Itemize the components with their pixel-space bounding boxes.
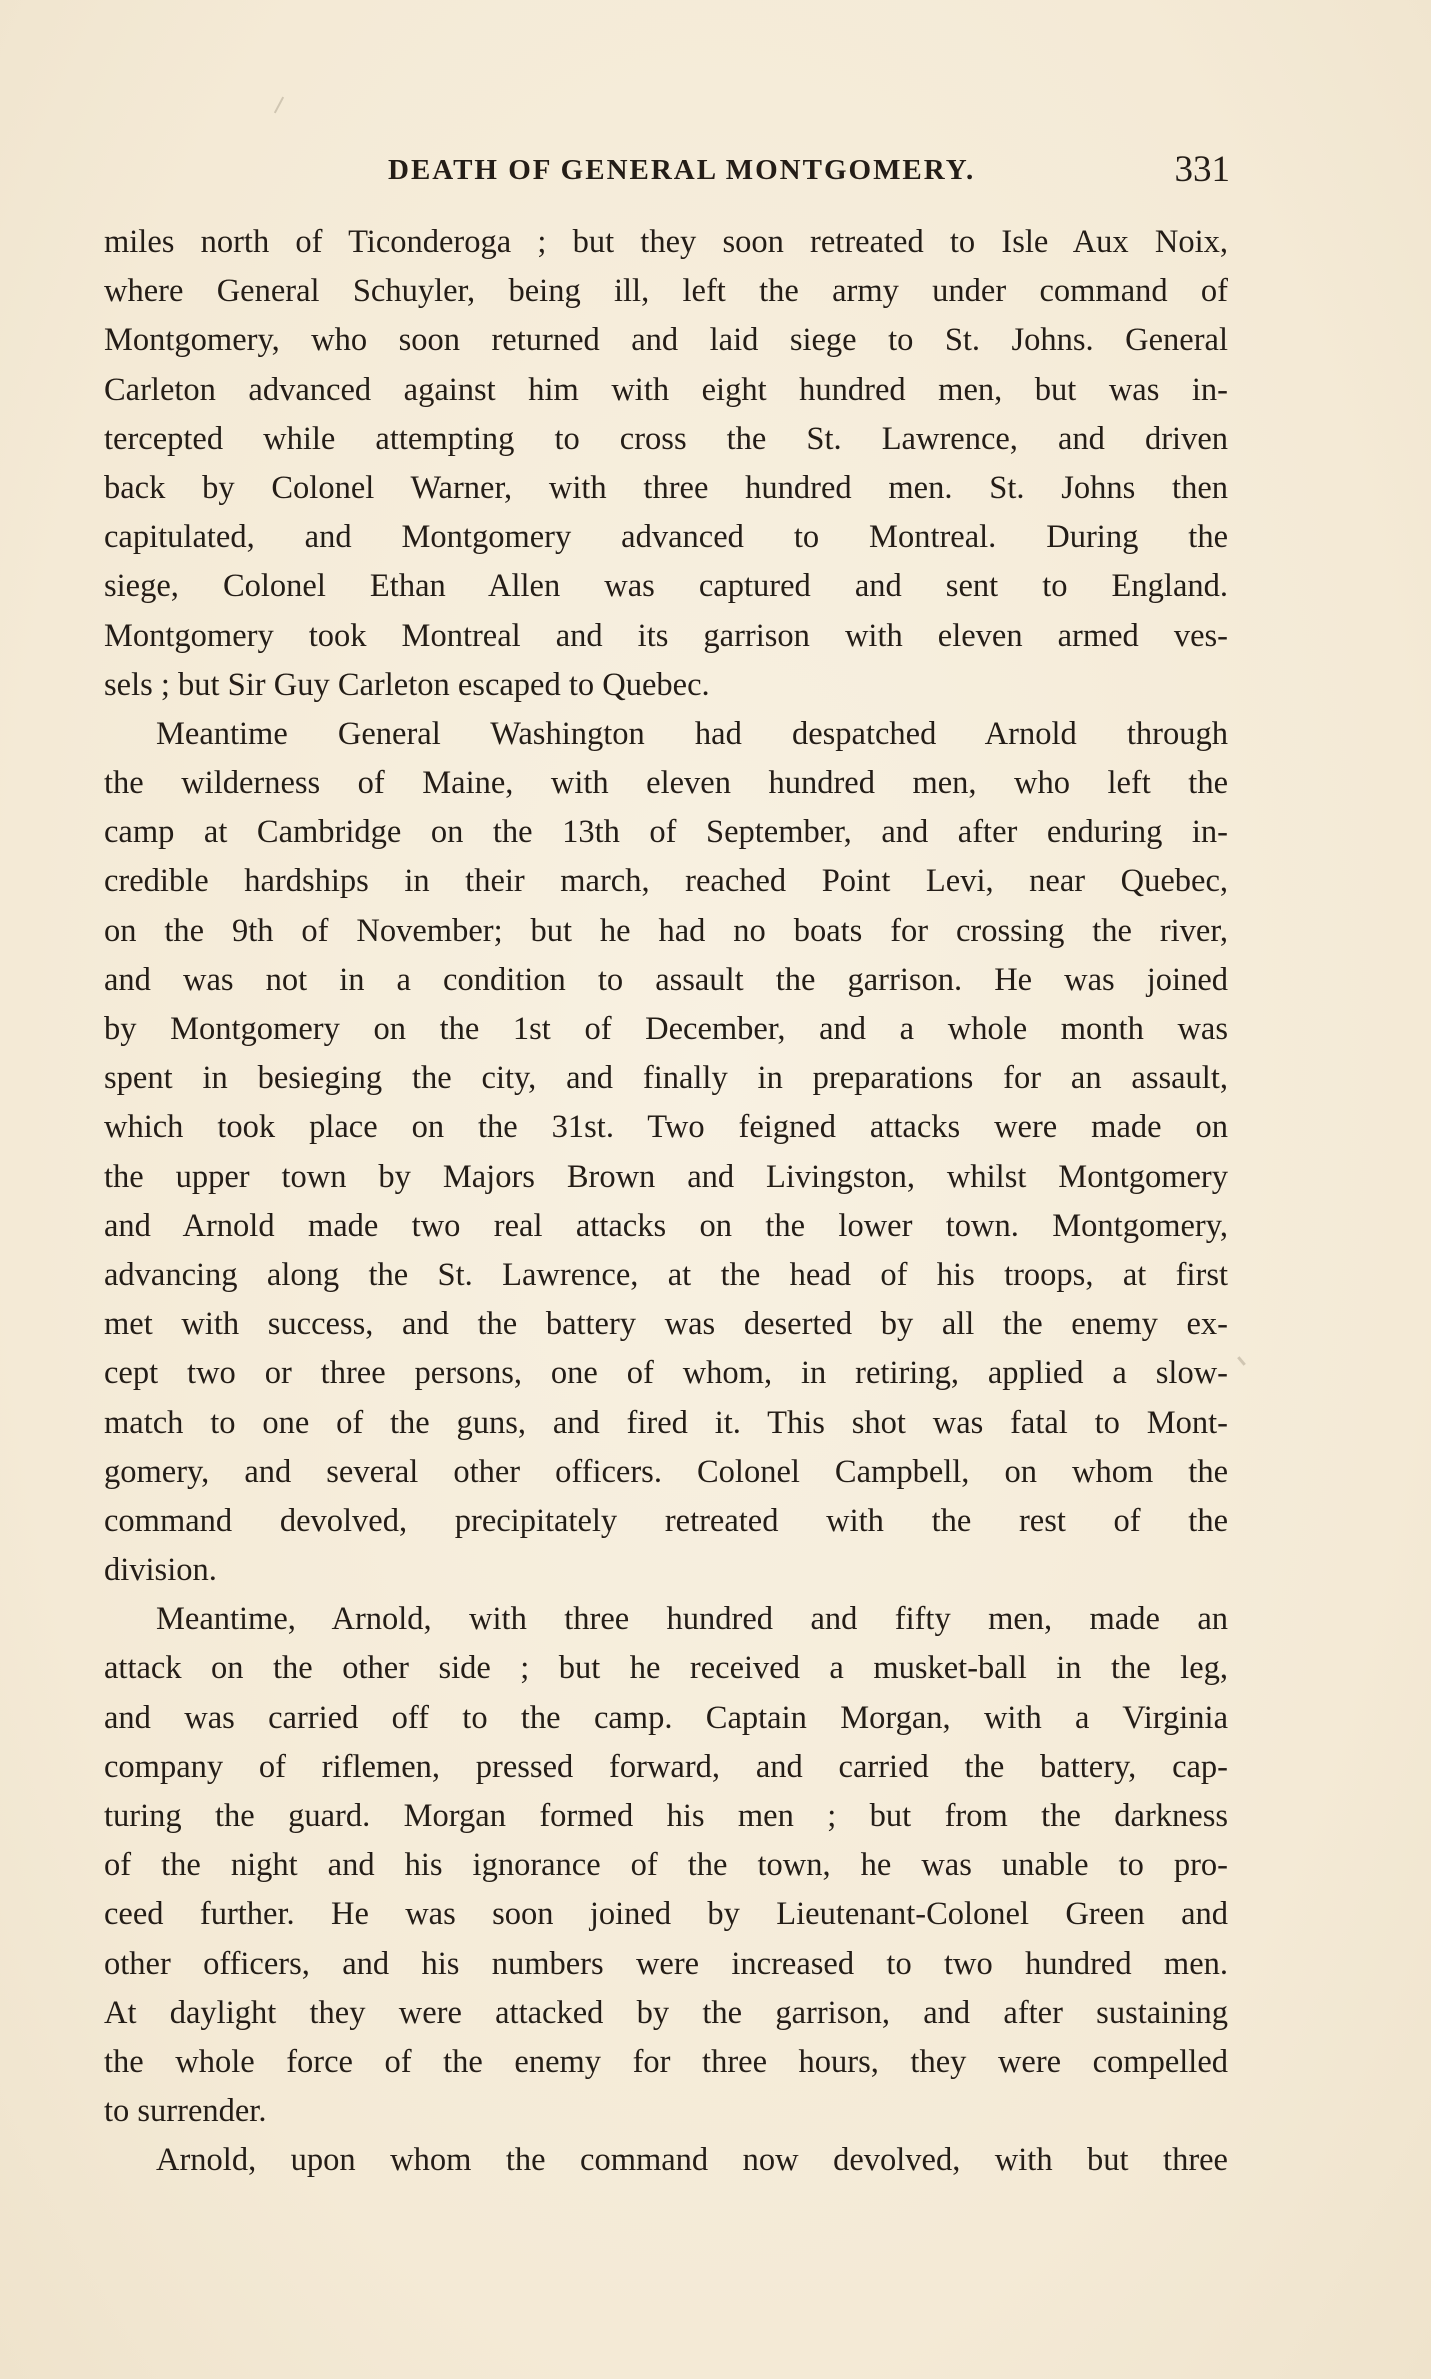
- text-line: met with success, and the battery was deserted by all the enemy ex-: [104, 1306, 1228, 1343]
- text-line: At daylight they were attacked by the garrison, and after sustaining: [104, 1994, 1228, 2031]
- text-line: sels ; but Sir Guy Carleton escaped to Quebec.: [104, 666, 710, 703]
- text-line: division.: [104, 1552, 217, 1589]
- text-line: Carleton advanced against him with eight hundred men, but was in-: [104, 371, 1228, 408]
- text-line: to surrender.: [104, 2093, 267, 2130]
- text-line: cept two or three persons, one of whom, in retiring, applied a slow-: [104, 1355, 1228, 1392]
- text-line: Montgomery took Montreal and its garrison with eleven armed ves-: [104, 617, 1228, 654]
- page-number: 331: [1174, 149, 1230, 190]
- text-line: the whole force of the enemy for three hours, they were compelled: [104, 2043, 1228, 2080]
- text-line: Meantime General Washington had despatched Arnold through: [156, 715, 1228, 752]
- text-line: and Arnold made two real attacks on the lower town. Montgomery,: [104, 1207, 1228, 1244]
- text-line: credible hardships in their march, reached Point Levi, near Quebec,: [104, 863, 1228, 900]
- text-line: capitulated, and Montgomery advanced to Montreal. During the: [104, 519, 1228, 556]
- text-line: and was not in a condition to assault the garrison. He was joined: [104, 961, 1228, 998]
- paper-speck: [274, 97, 284, 114]
- text-line: which took place on the 31st. Two feigned attacks were made on: [104, 1109, 1228, 1146]
- text-line: Arnold, upon whom the command now devolved, with but three: [156, 2142, 1228, 2179]
- text-line: siege, Colonel Ethan Allen was captured and sent to England.: [104, 568, 1228, 605]
- text-line: the upper town by Majors Brown and Livingston, whilst Montgomery: [104, 1158, 1228, 1195]
- text-line: camp at Cambridge on the 13th of September, and after enduring in-: [104, 814, 1228, 851]
- text-line: gomery, and several other officers. Colonel Campbell, on whom the: [104, 1453, 1228, 1490]
- text-line: advancing along the St. Lawrence, at the head of his troops, at first: [104, 1256, 1228, 1293]
- text-line: where General Schuyler, being ill, left the army under command of: [104, 273, 1228, 310]
- text-line: miles north of Ticonderoga ; but they soon retreated to Isle Aux Noix,: [104, 224, 1228, 260]
- text-line: other officers, and his numbers were increased to two hundred men.: [104, 1945, 1228, 1982]
- text-line: and was carried off to the camp. Captain Morgan, with a Virginia: [104, 1699, 1228, 1736]
- text-line: turing the guard. Morgan formed his men ; but from the darkness: [104, 1798, 1228, 1834]
- paper-speck: [1237, 1356, 1246, 1366]
- text-line: match to one of the guns, and fired it. This shot was fatal to Mont-: [104, 1404, 1228, 1441]
- text-line: Montgomery, who soon returned and laid siege to St. Johns. General: [104, 322, 1228, 359]
- text-line: Meantime, Arnold, with three hundred and fifty men, made an: [156, 1601, 1228, 1638]
- text-line: back by Colonel Warner, with three hundred men. St. Johns then: [104, 469, 1228, 506]
- running-header: [388, 148, 1230, 192]
- text-line: the wilderness of Maine, with eleven hundred men, who left the: [104, 765, 1228, 802]
- text-line: by Montgomery on the 1st of December, and a whole month was: [104, 1011, 1228, 1047]
- text-line: command devolved, precipitately retreated with the rest of the: [104, 1502, 1228, 1539]
- text-line: on the 9th of November; but he had no boats for crossing the river,: [104, 912, 1228, 949]
- body-text: [104, 218, 1228, 2186]
- text-line: spent in besieging the city, and finally in preparations for an assault,: [104, 1060, 1228, 1097]
- running-title: DEATH OF GENERAL MONTGOMERY.: [388, 154, 976, 186]
- text-line: ceed further. He was soon joined by Lieutenant-Colonel Green and: [104, 1896, 1228, 1933]
- text-line: tercepted while attempting to cross the St. Lawrence, and driven: [104, 420, 1228, 457]
- text-line: attack on the other side ; but he received a musket-ball in the leg,: [104, 1650, 1228, 1687]
- text-line: of the night and his ignorance of the town, he was unable to pro-: [104, 1847, 1228, 1884]
- text-line: company of riflemen, pressed forward, and carried the battery, cap-: [104, 1748, 1228, 1785]
